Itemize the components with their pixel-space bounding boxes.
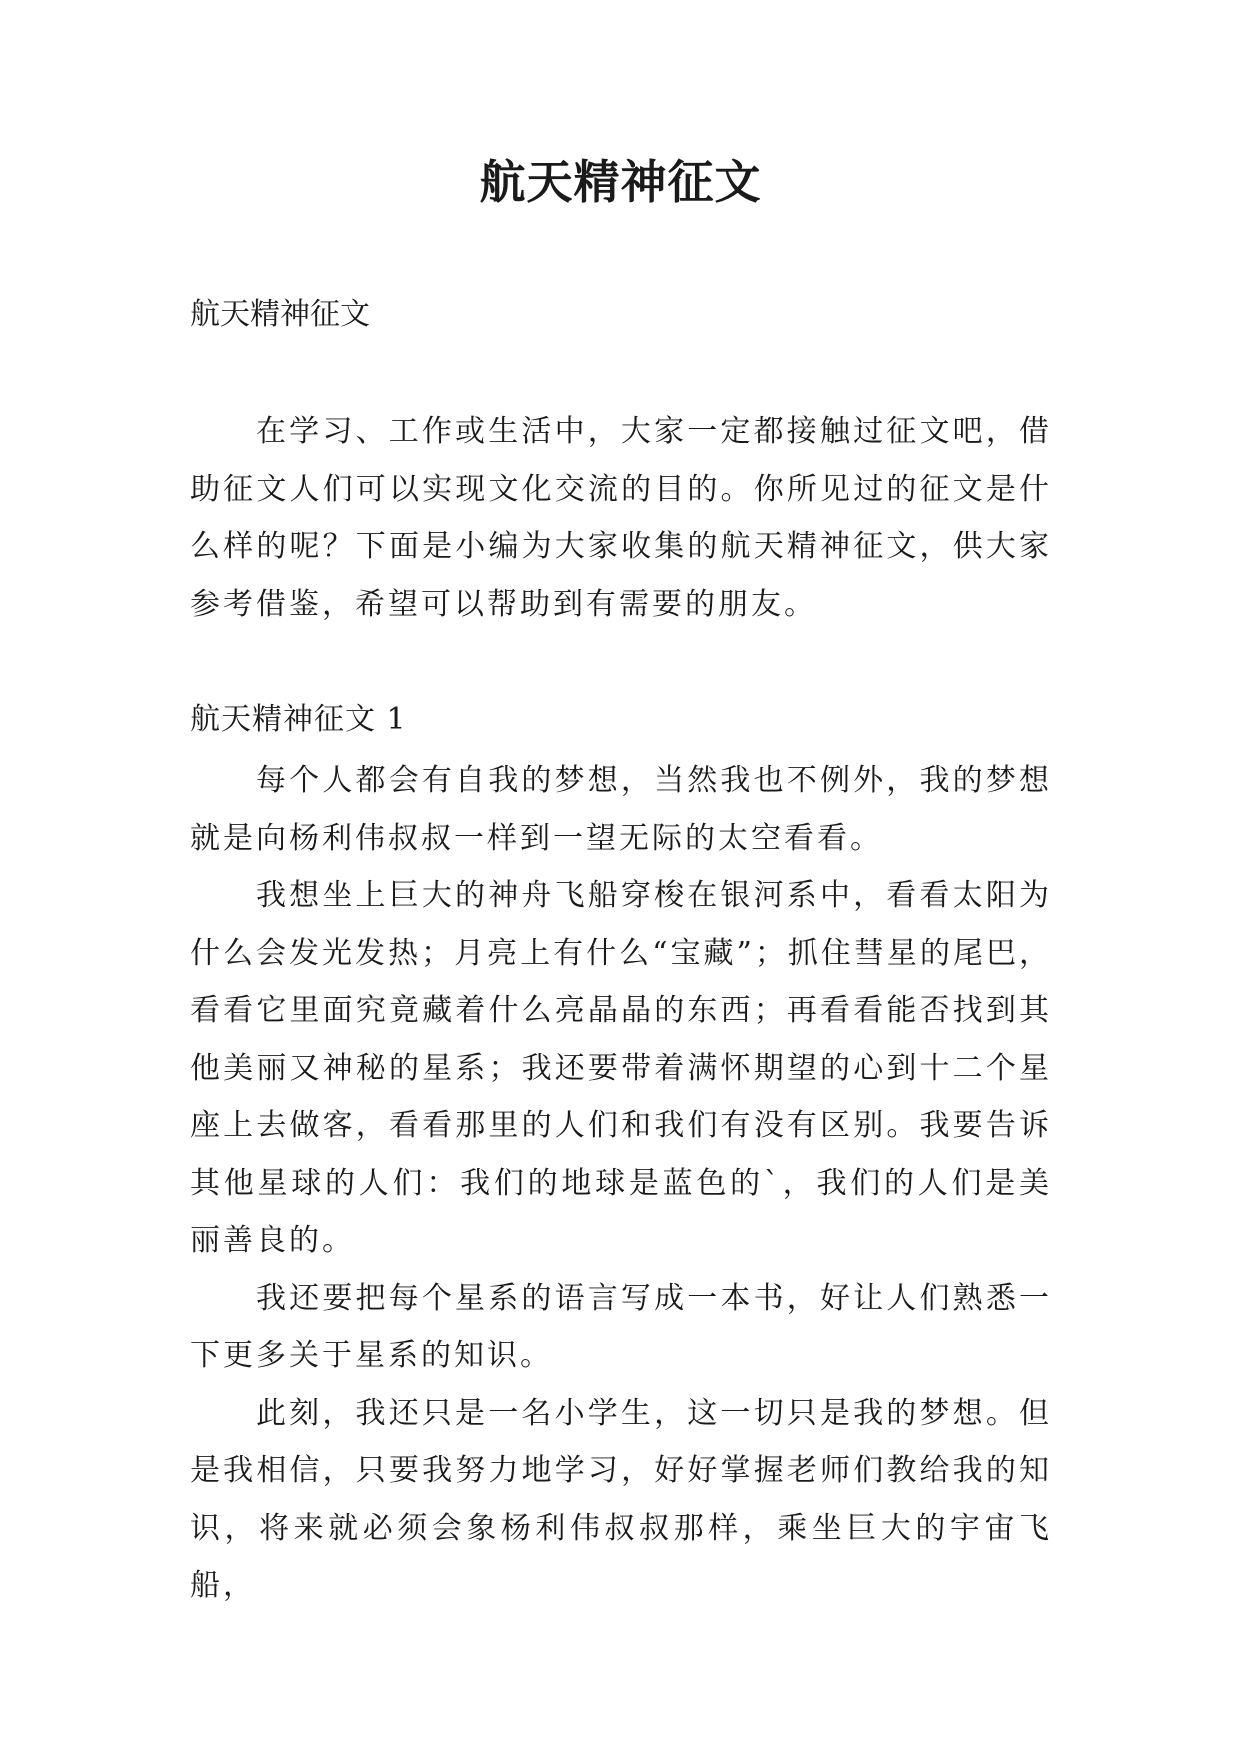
- section-heading: 航天精神征文 1: [190, 702, 407, 737]
- document-title: 航天精神征文: [479, 155, 762, 209]
- essay-paragraph: 我想坐上巨大的神舟飞船穿梭在银河系中，看看太阳为什么会发光发热；月亮上有什么“宝藏”；抓住彗星的尾巴，看看它里面究竟藏着什么亮晶晶的东西；再看看能否找到其他美丽又神秘的星系；我还要带着满怀期望的心到十二个星座上去做客，看看那里的人们和我们有没有区别。我要告诉其他星球的人们：我们的地球是蓝色的`，我们的人们是美丽善良的。: [190, 878, 1052, 1258]
- essay-body: [190, 752, 1052, 1615]
- essay-paragraph: 每个人都会有自我的梦想，当然我也不例外，我的梦想就是向杨利伟叔叔一样到一望无际的太空看看。: [190, 763, 1052, 856]
- intro-paragraph: 在学习、工作或生活中，大家一定都接触过征文吧，借助征文人们可以实现文化交流的目的。你所见过的征文是什么样的呢？下面是小编为大家收集的航天精神征文，供大家参考借鉴，希望可以帮助到有需要的朋友。: [190, 414, 1052, 622]
- document-subtitle: 航天精神征文: [190, 297, 370, 332]
- essay-paragraph: 我还要把每个星系的语言写成一本书，好让人们熟悉一下更多关于星系的知识。: [190, 1280, 1052, 1373]
- intro-section: [190, 403, 1052, 633]
- essay-paragraph: 此刻，我还只是一名小学生，这一切只是我的梦想。但是我相信，只要我努力地学习，好好掌握老师们教给我的知识，将来就必须会象杨利伟叔叔那样，乘坐巨大的宇宙飞船，: [190, 1395, 1052, 1603]
